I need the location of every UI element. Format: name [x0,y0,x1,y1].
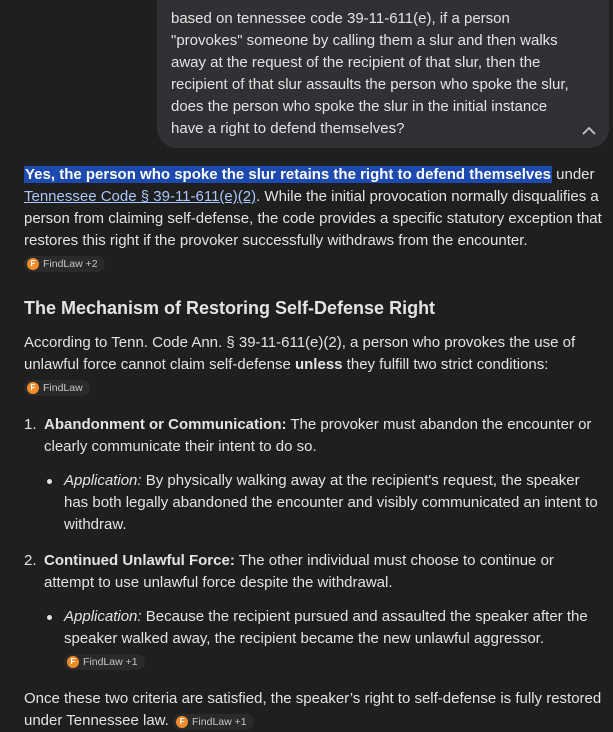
list-item: Application: By physically walking away at the recipient's request, the speaker has both legally abandoned the encounter and visibly communicated an intent to withdraw. [44,470,604,536]
source-chip[interactable]: F FindLaw +1 [173,714,254,730]
highlighted-answer: Yes, the person who spoke the slur retains the right to defend themselves [25,166,551,183]
user-message-text: based on tennessee code 39-11-611(e), if a person "provokes" someone by calling them a slur and then walks away at the request of the recipient of that slur, then the recipient of that slur assaults the person who spoke the slur, does the person who spoke the slur in the initial instance have a right to defend themselves? [171,10,569,137]
code-citation-link[interactable]: Tennessee Code § 39-11-611(e)(2) [24,188,257,205]
answer-intro: Yes, the person who spoke the slur retains the right to defend themselves under Tennessee Code § 39-11-611(e)(2). While the initial provocation normally disqualifies a person from claiming self-defense, the code provides a specific statutory exception that restores this right if the provoker successfully withdraws from the encounter. F FindLaw +2 [24,166,602,270]
list-item: 1. Abandonment or Communication: The provoker must abandon the encounter or clearly communicate their intent to do so. Application: By physically walking away at the recipient's request, the speaker has both legally abandoned the encounter and visibly communicated an intent to withdraw. [24,414,604,536]
findlaw-icon: F [27,258,39,270]
conditions-list [24,414,604,672]
findlaw-icon: F [176,716,188,728]
answer-paragraph: According to Tenn. Code Ann. § 39-11-611(e)(2), a person who provokes the use of unlawful force cannot claim self-defense unless they fulfill two strict conditions: F FindLaw [24,334,576,394]
bullet-icon [47,479,52,484]
source-chip[interactable]: F FindLaw +1 [64,654,145,670]
list-item: Application: Because the recipient pursued and assaulted the speaker after the speaker walked away, the recipient became the new unlawful aggressor. F FindLaw +1 [44,606,604,672]
list-item: 2. Continued Unlawful Force: The other individual must choose to continue or attempt to use unlawful force despite the withdrawal. Application: Because the recipient pursued and assaulted the speaker after the speaker walked away, the recipient became the new unlawful aggressor. F FindLaw +1 [24,550,604,672]
section-heading: The Mechanism of Restoring Self-Defense Right [24,298,436,318]
ai-answer [24,164,604,732]
chevron-up-icon[interactable] [579,122,599,138]
findlaw-icon: F [67,656,79,668]
bullet-icon [47,615,52,620]
sub-list [44,470,604,536]
sub-list [44,606,604,672]
source-chip[interactable]: F FindLaw [24,380,90,396]
answer-conclusion: Once these two criteria are satisfied, the speaker’s right to self-defense is fully restored under Tennessee law. F FindLaw +1 [24,690,602,729]
source-chip[interactable]: F FindLaw +2 [24,256,105,272]
user-message-bubble [157,0,609,148]
findlaw-icon: F [27,382,39,394]
